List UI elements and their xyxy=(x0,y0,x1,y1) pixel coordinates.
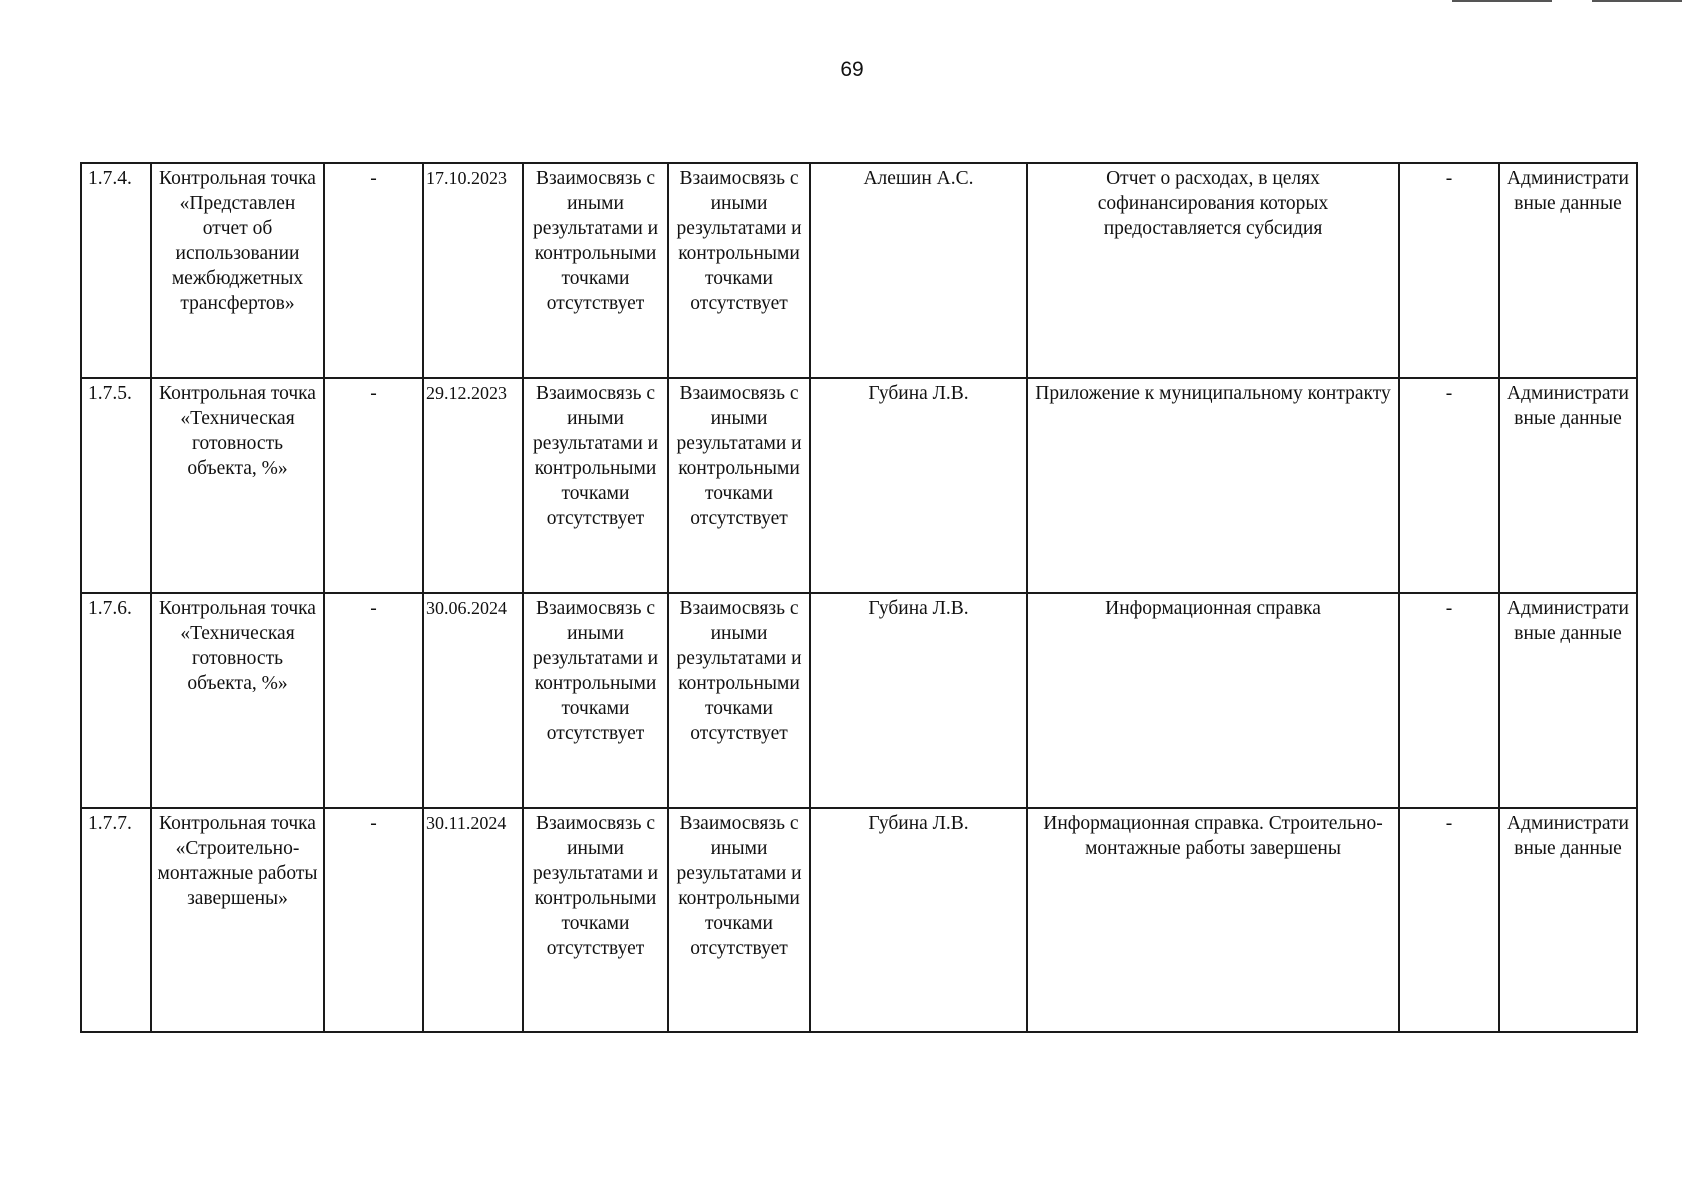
control-points-table xyxy=(80,162,1638,1033)
due-date: 29.12.2023 xyxy=(423,378,523,593)
control-point-name: Контрольная точка «Строительно-монтажные работы завершены» xyxy=(151,808,324,1032)
dash-cell: - xyxy=(1399,593,1499,808)
relation-next: Взаимосвязь с иными результатами и контрольными точками отсутствует xyxy=(668,593,810,808)
table-body xyxy=(81,163,1637,1032)
due-date: 17.10.2023 xyxy=(423,163,523,378)
confirming-document: Информационная справка. Строительно-монтажные работы завершены xyxy=(1027,808,1399,1032)
table-row xyxy=(81,593,1637,808)
table-row xyxy=(81,163,1637,378)
row-number: 1.7.5. xyxy=(81,378,151,593)
responsible-person: Губина Л.В. xyxy=(810,808,1027,1032)
dash-cell: - xyxy=(324,593,423,808)
page-number: 69 xyxy=(840,58,864,81)
relation-previous: Взаимосвязь с иными результатами и контрольными точками отсутствует xyxy=(523,593,668,808)
responsible-person: Губина Л.В. xyxy=(810,593,1027,808)
scan-artifact xyxy=(1592,0,1682,2)
due-date: 30.06.2024 xyxy=(423,593,523,808)
data-source: Административные данные xyxy=(1499,593,1637,808)
data-source: Административные данные xyxy=(1499,808,1637,1032)
confirming-document: Информационная справка xyxy=(1027,593,1399,808)
responsible-person: Губина Л.В. xyxy=(810,378,1027,593)
relation-previous: Взаимосвязь с иными результатами и контрольными точками отсутствует xyxy=(523,378,668,593)
confirming-document: Приложение к муниципальному контракту xyxy=(1027,378,1399,593)
responsible-person: Алешин А.С. xyxy=(810,163,1027,378)
control-point-name: Контрольная точка «Техническая готовность объекта, %» xyxy=(151,593,324,808)
control-point-name: Контрольная точка «Представлен отчет об использовании межбюджетных трансфертов» xyxy=(151,163,324,378)
dash-cell: - xyxy=(1399,808,1499,1032)
scan-artifact xyxy=(1452,0,1552,2)
row-number: 1.7.6. xyxy=(81,593,151,808)
dash-cell: - xyxy=(324,378,423,593)
relation-next: Взаимосвязь с иными результатами и контрольными точками отсутствует xyxy=(668,808,810,1032)
table-row xyxy=(81,378,1637,593)
control-point-name: Контрольная точка «Техническая готовность объекта, %» xyxy=(151,378,324,593)
data-source: Административные данные xyxy=(1499,163,1637,378)
row-number: 1.7.4. xyxy=(81,163,151,378)
relation-previous: Взаимосвязь с иными результатами и контрольными точками отсутствует xyxy=(523,163,668,378)
row-number: 1.7.7. xyxy=(81,808,151,1032)
data-source: Административные данные xyxy=(1499,378,1637,593)
dash-cell: - xyxy=(324,163,423,378)
dash-cell: - xyxy=(1399,378,1499,593)
dash-cell: - xyxy=(324,808,423,1032)
relation-next: Взаимосвязь с иными результатами и контрольными точками отсутствует xyxy=(668,378,810,593)
dash-cell: - xyxy=(1399,163,1499,378)
table-row xyxy=(81,808,1637,1032)
relation-next: Взаимосвязь с иными результатами и контрольными точками отсутствует xyxy=(668,163,810,378)
confirming-document: Отчет о расходах, в целях софинансирования которых предоставляется субсидия xyxy=(1027,163,1399,378)
relation-previous: Взаимосвязь с иными результатами и контрольными точками отсутствует xyxy=(523,808,668,1032)
due-date: 30.11.2024 xyxy=(423,808,523,1032)
